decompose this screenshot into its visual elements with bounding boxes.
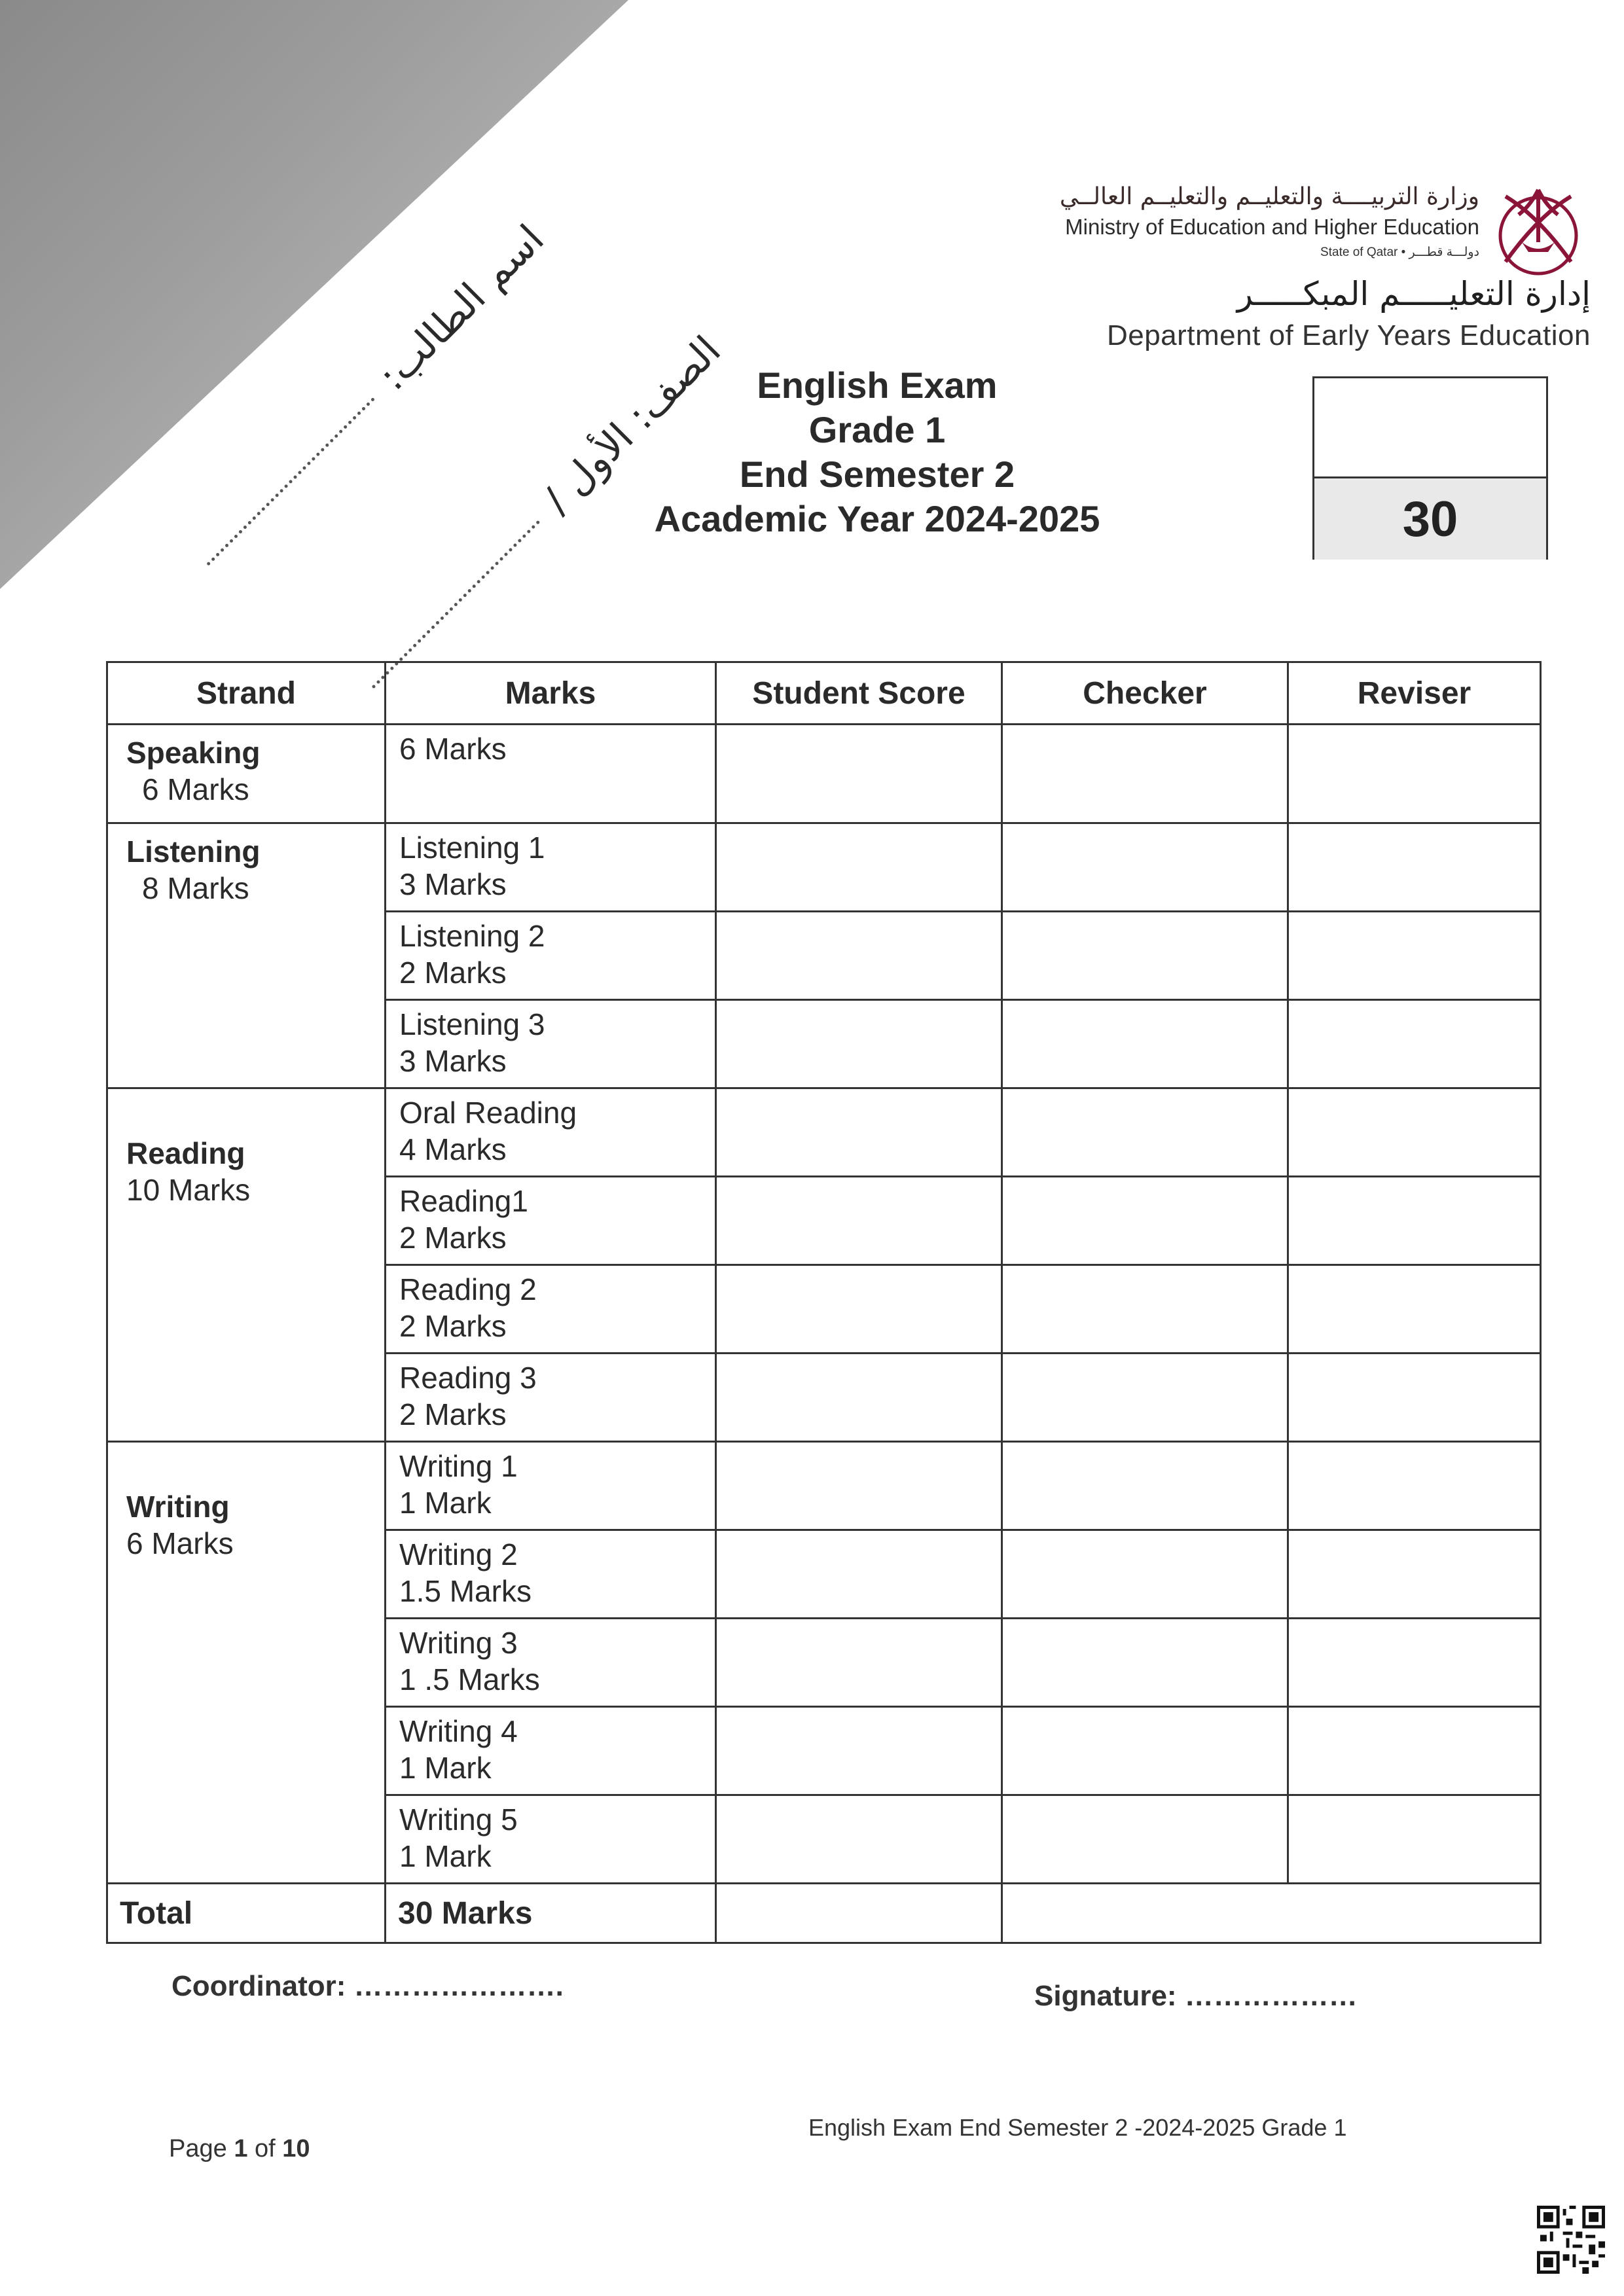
reviser-cell[interactable] xyxy=(1288,823,1541,912)
strand-listening xyxy=(107,823,386,1088)
item-cell xyxy=(386,1088,716,1177)
total-student-score-cell[interactable] xyxy=(716,1884,1002,1943)
student-score-cell[interactable] xyxy=(716,1177,1002,1265)
header-student-score: Student Score xyxy=(716,662,1002,725)
department-name-english: Department of Early Years Education xyxy=(1106,319,1591,351)
exam-grade: Grade 1 xyxy=(808,409,946,450)
item-cell xyxy=(386,823,716,912)
item-cell xyxy=(386,1177,716,1265)
student-score-cell[interactable] xyxy=(716,725,1002,823)
reviser-cell[interactable] xyxy=(1288,1530,1541,1619)
item-cell xyxy=(386,1530,716,1619)
ministry-name-arabic: وزارة التربيــــة والتعليــم والتعليــم العالــي xyxy=(1059,183,1479,210)
reviser-cell[interactable] xyxy=(1288,1177,1541,1265)
reviser-cell[interactable] xyxy=(1288,1619,1541,1707)
student-score-cell[interactable] xyxy=(716,1795,1002,1884)
page-of: of xyxy=(255,2135,276,2162)
exam-title-block xyxy=(576,363,1178,541)
strand-name: Listening xyxy=(126,834,261,869)
total-checker-cell[interactable] xyxy=(1002,1884,1541,1943)
item-label: Writing 1 xyxy=(399,1449,518,1483)
student-score-cell[interactable] xyxy=(716,1354,1002,1442)
checker-cell[interactable] xyxy=(1002,1530,1288,1619)
total-marks: 30 Marks xyxy=(386,1884,716,1943)
item-marks-value: 2 Marks xyxy=(399,1221,507,1255)
checker-cell[interactable] xyxy=(1002,1619,1288,1707)
item-marks-value: 6 Marks xyxy=(399,732,507,766)
qatar-emblem-icon xyxy=(1486,177,1591,281)
item-label: Listening 2 xyxy=(399,919,545,953)
item-label: Reading 2 xyxy=(399,1272,537,1306)
student-score-cell[interactable] xyxy=(716,1619,1002,1707)
student-name-dots xyxy=(206,397,375,566)
strand-name: Writing xyxy=(126,1490,230,1524)
table-row xyxy=(107,823,1541,912)
item-label: Listening 1 xyxy=(399,831,545,865)
score-entry-cell[interactable] xyxy=(1314,378,1546,478)
reviser-cell[interactable] xyxy=(1288,1265,1541,1354)
footer-exam-info: English Exam End Semester 2 -2024-2025 Grade 1 xyxy=(808,2114,1347,2141)
strand-marks: 8 Marks xyxy=(142,871,249,905)
student-score-cell[interactable] xyxy=(716,1265,1002,1354)
student-score-cell[interactable] xyxy=(716,1000,1002,1088)
ministry-name-english: Ministry of Education and Higher Education xyxy=(1065,215,1479,239)
item-cell xyxy=(386,1442,716,1530)
score-total: 30 xyxy=(1314,478,1546,560)
page-number xyxy=(169,2135,310,2163)
page-total: 10 xyxy=(282,2135,310,2162)
strand-marks: 6 Marks xyxy=(126,1526,234,1560)
total-score-box xyxy=(1312,376,1548,560)
qr-code-icon xyxy=(1537,2206,1605,2274)
student-class-label: الصف: الأول / xyxy=(534,327,730,523)
department-name-arabic: إدارة التعليـــــم المبكـــــر xyxy=(1236,275,1591,313)
table-row xyxy=(107,1088,1541,1177)
student-score-cell[interactable] xyxy=(716,1088,1002,1177)
strand-marks: 6 Marks xyxy=(142,772,249,806)
item-marks-value: 2 Marks xyxy=(399,956,507,990)
checker-cell[interactable] xyxy=(1002,912,1288,1000)
reviser-cell[interactable] xyxy=(1288,1354,1541,1442)
item-cell xyxy=(386,1795,716,1884)
reviser-cell[interactable] xyxy=(1288,912,1541,1000)
item-marks-value: 4 Marks xyxy=(399,1132,507,1166)
header-reviser: Reviser xyxy=(1288,662,1541,725)
item-label: Writing 5 xyxy=(399,1803,518,1837)
item-cell xyxy=(386,1265,716,1354)
item-marks-value: 3 Marks xyxy=(399,867,507,901)
item-marks-value: 1 Mark xyxy=(399,1751,492,1785)
strand-name: Reading xyxy=(126,1136,245,1170)
item-marks-value: 1 Mark xyxy=(399,1839,492,1873)
item-marks-value: 3 Marks xyxy=(399,1044,507,1078)
strand-marks: 10 Marks xyxy=(126,1173,251,1207)
item-label: Writing 4 xyxy=(399,1714,518,1748)
checker-cell[interactable] xyxy=(1002,1088,1288,1177)
exam-semester: End Semester 2 xyxy=(739,454,1015,495)
table-row xyxy=(107,1442,1541,1530)
item-marks-value: 2 Marks xyxy=(399,1397,507,1431)
student-score-cell[interactable] xyxy=(716,912,1002,1000)
student-name-label: اسم الطالب: xyxy=(369,216,553,400)
checker-cell[interactable] xyxy=(1002,1265,1288,1354)
header-checker: Checker xyxy=(1002,662,1288,725)
reviser-cell[interactable] xyxy=(1288,1088,1541,1177)
total-row xyxy=(107,1884,1541,1943)
reviser-cell[interactable] xyxy=(1288,1795,1541,1884)
ministry-header xyxy=(1059,177,1591,360)
student-score-cell[interactable] xyxy=(716,1530,1002,1619)
checker-cell[interactable] xyxy=(1002,823,1288,912)
item-marks-value: 1 .5 Marks xyxy=(399,1662,540,1696)
page-current: 1 xyxy=(234,2135,248,2162)
header-marks: Marks xyxy=(386,662,716,725)
coordinator-line[interactable]: Coordinator: …………………. xyxy=(171,1970,564,2002)
student-score-cell[interactable] xyxy=(716,1707,1002,1795)
exam-year: Academic Year 2024-2025 xyxy=(654,498,1100,539)
checker-cell[interactable] xyxy=(1002,1000,1288,1088)
reviser-cell[interactable] xyxy=(1288,1442,1541,1530)
total-label: Total xyxy=(107,1884,386,1943)
checker-cell[interactable] xyxy=(1002,1354,1288,1442)
table-header-row xyxy=(107,662,1541,725)
item-label: Reading 3 xyxy=(399,1361,537,1395)
item-label: Writing 2 xyxy=(399,1537,518,1571)
table-row xyxy=(107,725,1541,823)
item-cell xyxy=(386,1354,716,1442)
item-marks-value: 1.5 Marks xyxy=(399,1574,532,1608)
marks-table xyxy=(106,661,1542,1944)
strand-writing xyxy=(107,1442,386,1884)
signature-line[interactable]: Signature: ……………… xyxy=(1034,1980,1358,2012)
item-cell xyxy=(386,1707,716,1795)
checker-cell[interactable] xyxy=(1002,1177,1288,1265)
reviser-cell[interactable] xyxy=(1288,1000,1541,1088)
item-marks xyxy=(386,725,716,823)
student-score-cell[interactable] xyxy=(716,1442,1002,1530)
page-word: Page xyxy=(169,2135,227,2162)
state-of-qatar: State of Qatar • دولـــة قطـــر xyxy=(1320,245,1479,259)
checker-cell[interactable] xyxy=(1002,1442,1288,1530)
student-score-cell[interactable] xyxy=(716,823,1002,912)
item-label: Listening 3 xyxy=(399,1007,545,1041)
checker-cell[interactable] xyxy=(1002,1795,1288,1884)
item-cell xyxy=(386,1000,716,1088)
strand-reading xyxy=(107,1088,386,1442)
item-cell xyxy=(386,1619,716,1707)
item-cell xyxy=(386,912,716,1000)
checker-cell[interactable] xyxy=(1002,725,1288,823)
item-label: Oral Reading xyxy=(399,1096,577,1130)
exam-title: English Exam xyxy=(757,365,998,406)
item-label: Reading1 xyxy=(399,1184,528,1218)
item-marks-value: 1 Mark xyxy=(399,1486,492,1520)
reviser-cell[interactable] xyxy=(1288,1707,1541,1795)
item-label: Writing 3 xyxy=(399,1626,518,1660)
strand-name: Speaking xyxy=(126,736,261,770)
item-marks-value: 2 Marks xyxy=(399,1309,507,1343)
reviser-cell[interactable] xyxy=(1288,725,1541,823)
strand-speaking xyxy=(107,725,386,823)
header-strand: Strand xyxy=(107,662,386,725)
checker-cell[interactable] xyxy=(1002,1707,1288,1795)
